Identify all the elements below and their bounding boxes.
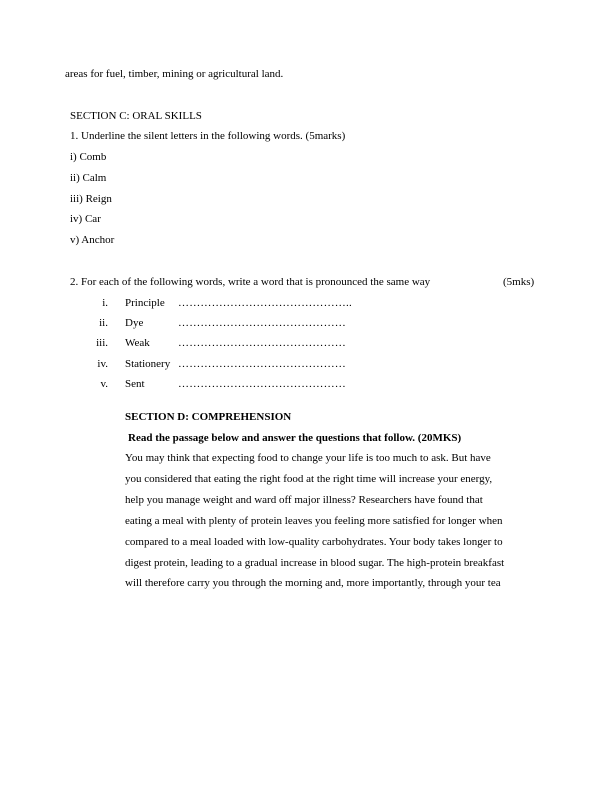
- passage-line: compared to a meal loaded with low-quality carbohydrates. Your body takes longer to: [125, 536, 503, 548]
- q1-item: iii) Reign: [70, 193, 112, 205]
- q1-item: i) Comb: [70, 151, 107, 163]
- q2-number: iii.: [96, 337, 108, 349]
- passage-line: digest protein, leading to a gradual increase in blood sugar. The high-protein breakfast: [125, 557, 505, 569]
- passage-line: will therefore carry you through the morning and, more importantly, through your tea: [125, 577, 501, 589]
- section-c-heading: SECTION C: ORAL SKILLS: [70, 110, 202, 122]
- q2-word: Stationery: [125, 358, 171, 370]
- q2-answer-line: ………………………………………: [178, 358, 346, 370]
- section-d-heading: SECTION D: COMPREHENSION: [125, 411, 292, 423]
- q2-answer-line: ………………………………………..: [178, 297, 352, 309]
- intro-line: areas for fuel, timber, mining or agricultural land.: [65, 68, 284, 80]
- passage-line: help you manage weight and ward off major illness? Researchers have found that: [125, 494, 483, 506]
- q2-answer-line: ………………………………………: [178, 317, 346, 329]
- question-2-marks: (5mks): [503, 276, 535, 288]
- q1-item: v) Anchor: [70, 234, 115, 246]
- question-1-prompt: 1. Underline the silent letters in the following words. (5marks): [70, 130, 346, 142]
- passage-line: you considered that eating the right food at the right time will increase your energy,: [125, 473, 493, 485]
- q2-word: Principle: [125, 297, 165, 309]
- q2-number: i.: [102, 297, 108, 309]
- q2-number: iv.: [97, 358, 108, 370]
- q2-number: ii.: [99, 317, 108, 329]
- q1-item: iv) Car: [70, 213, 101, 225]
- q2-word: Dye: [125, 317, 144, 329]
- q2-answer-line: ………………………………………: [178, 378, 346, 390]
- q2-number: v.: [100, 378, 108, 390]
- passage-line: eating a meal with plenty of protein leaves you feeling more satisfied for longer when: [125, 515, 503, 527]
- q2-word: Weak: [125, 337, 150, 349]
- q1-item: ii) Calm: [70, 172, 107, 184]
- section-d-instruction: Read the passage below and answer the questions that follow. (20MKS): [128, 432, 462, 444]
- passage-line: You may think that expecting food to change your life is too much to ask. But have: [125, 452, 491, 464]
- q2-word: Sent: [125, 378, 145, 390]
- q2-answer-line: ………………………………………: [178, 337, 346, 349]
- question-2-prompt: 2. For each of the following words, write a word that is pronounced the same way: [70, 276, 431, 288]
